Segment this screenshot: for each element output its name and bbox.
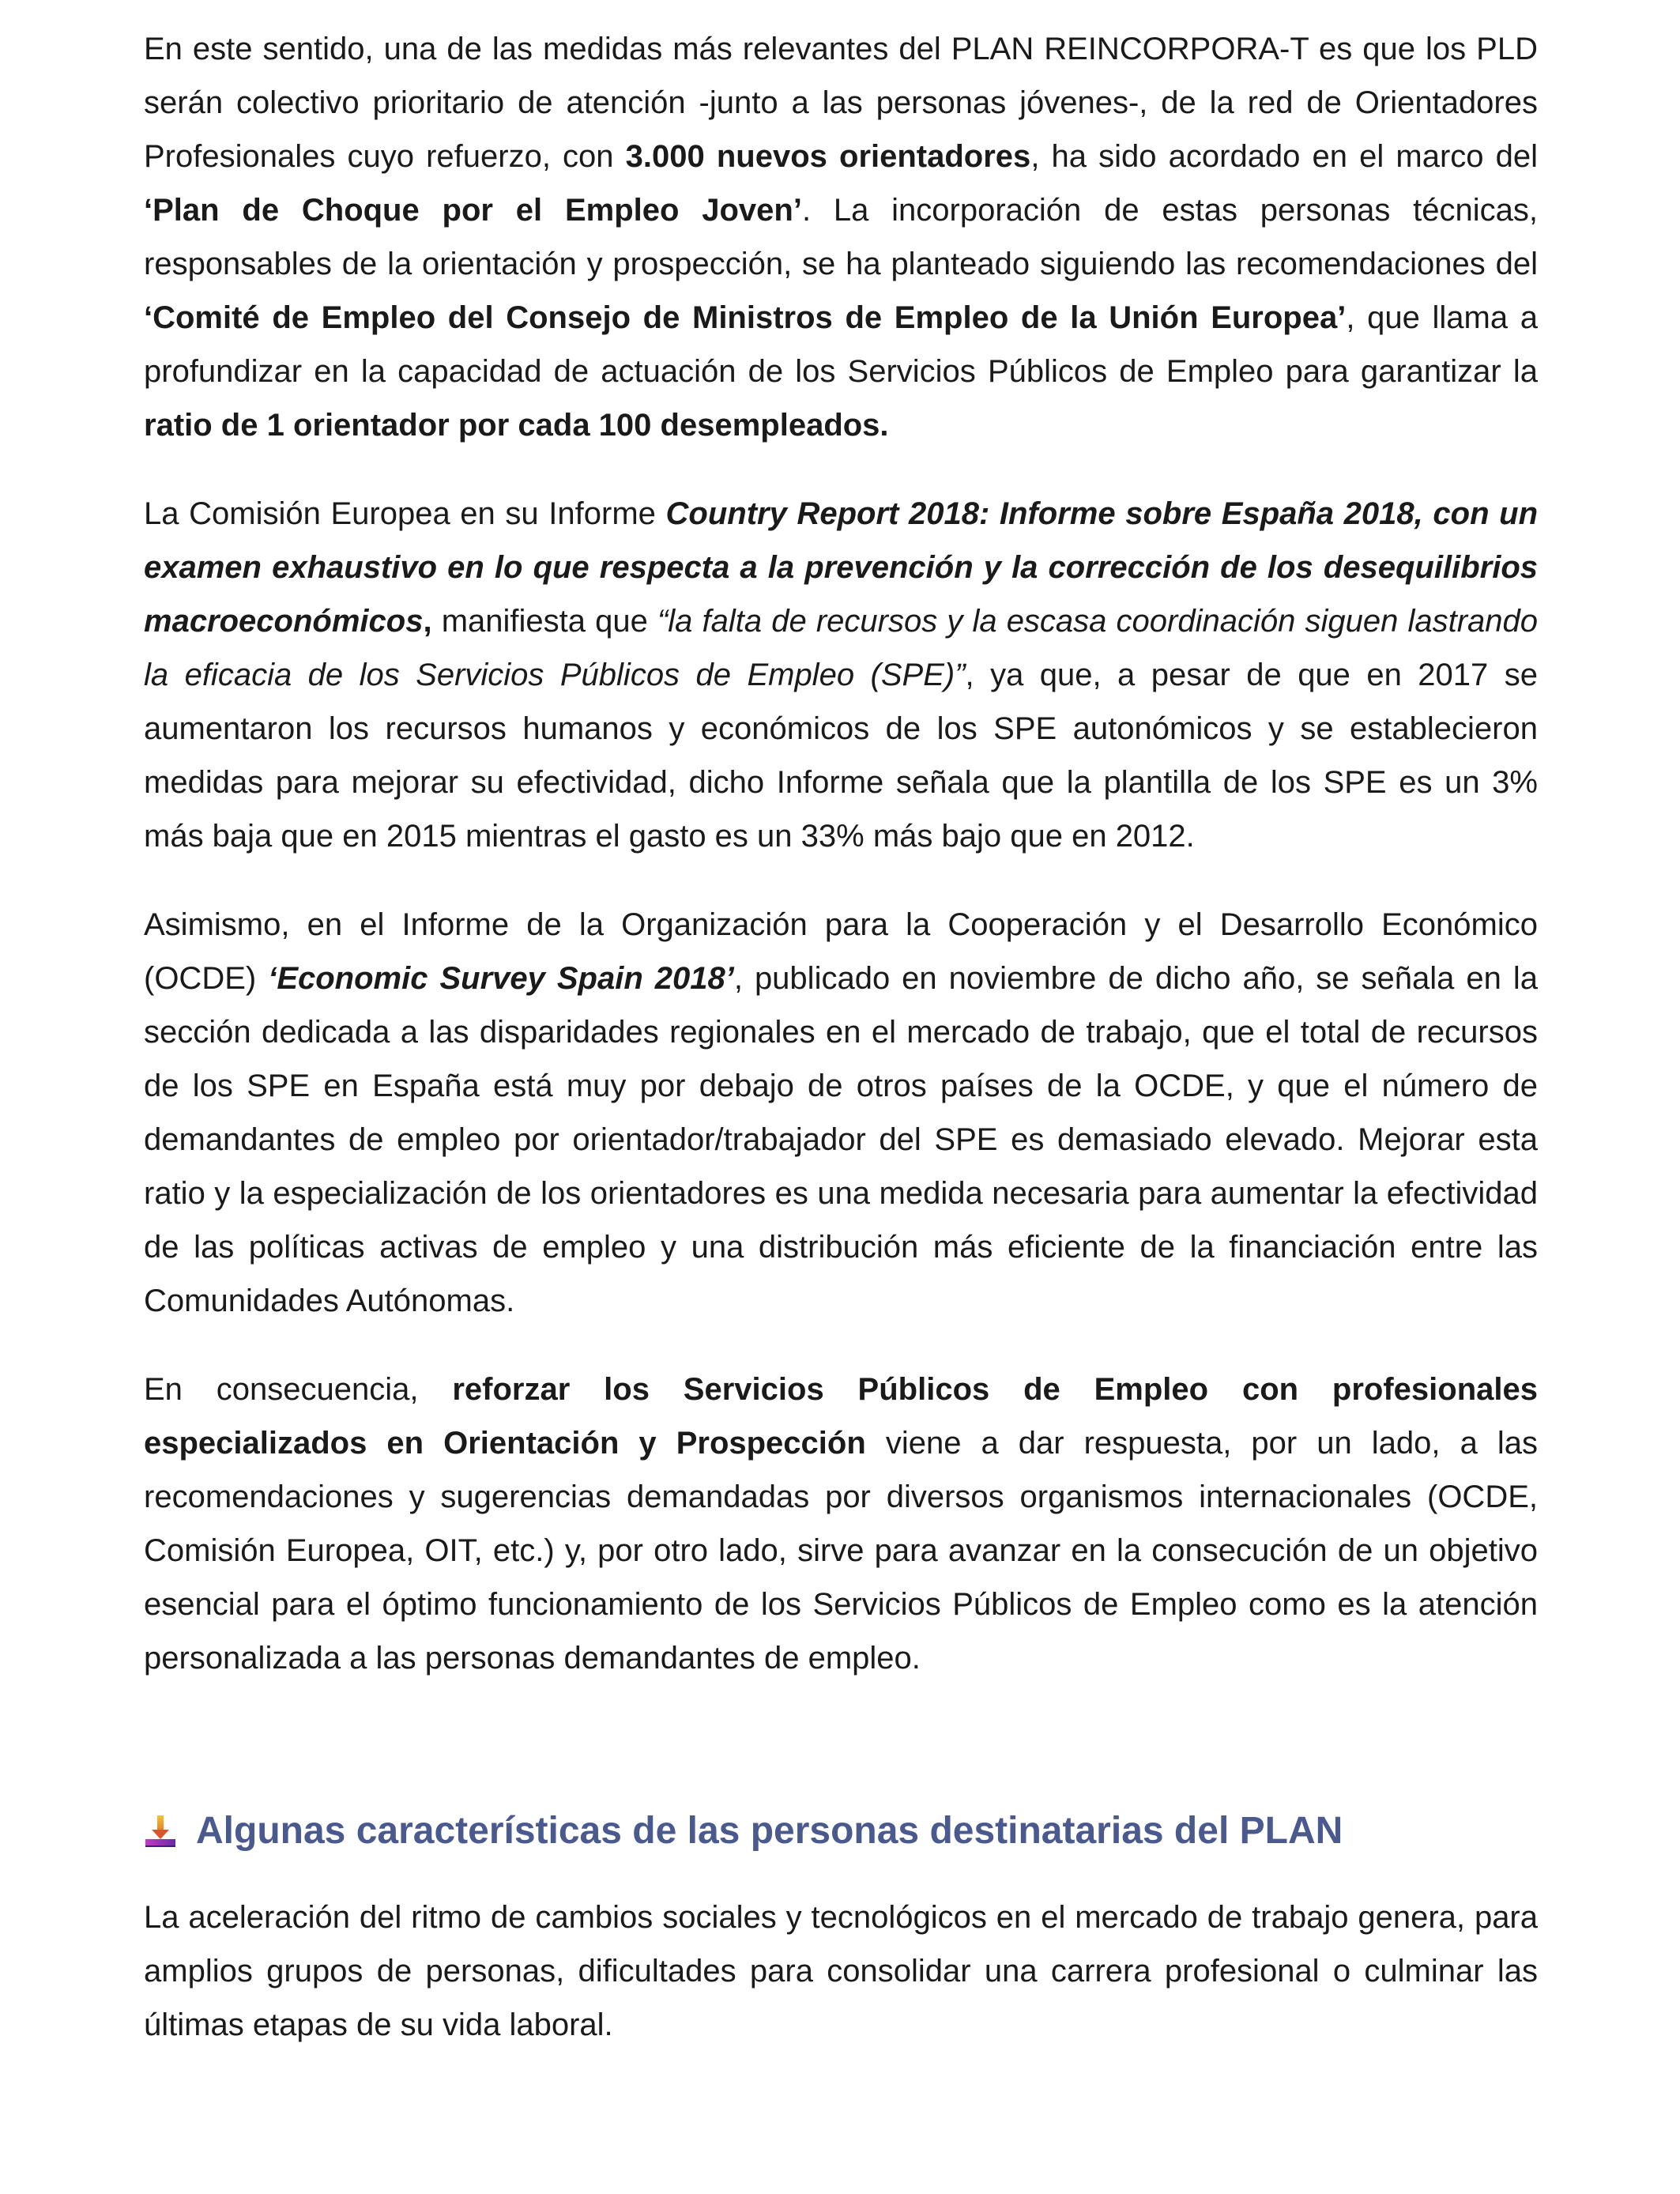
text-run: viene a dar respuesta, por un lado, a las recomendaciones y sugerencias demandadas por diversos organismos internacionales (OCDE, Comisión Europea, OIT, etc.) y, por otro lado, sirve para avanzar en la consecución de un objetivo esencial para el óptimo funcionamiento de los Servicios Públicos de Empleo como es la atención personalizada a las personas demandantes de empleo.: [144, 1426, 1538, 1676]
text-run: En este sentido, una de las medidas más relevantes del PLAN REINCORPORA-T es que los PLD serán colectivo prioritario de atención -junto a las personas jóvenes-, de la red de Orientadores Profesionales cuyo refuerzo, con: [144, 32, 1538, 174]
paragraph-plan-reincorpora: [144, 22, 1538, 452]
bold-reforzar: reforzar los Servicios Públicos de Empleo con profesionales especializados en Orientación y Prospección: [144, 1372, 1539, 1461]
bold-italic-economic-survey: ‘Economic Survey Spain 2018’: [268, 961, 734, 996]
section-heading: [144, 1804, 1538, 1859]
text-run: . La incorporación de estas personas técnicas, responsables de la orientación y prospección, se ha planteado siguiendo las recomendaciones del: [144, 193, 1539, 281]
paragraph-comision-europea: [144, 487, 1538, 863]
document-page: [144, 22, 1538, 2052]
text-run: manifiesta que: [431, 604, 657, 639]
text-run: La aceleración del ritmo de cambios sociales y tecnológicos en el mercado de trabajo genera, para amplios grupos de personas, dificultades para consolidar una carrera profesional o culminar las últimas etapas de su vida laboral.: [144, 1900, 1538, 2042]
bold-comma: ,: [423, 604, 432, 639]
paragraph-aceleracion: [144, 1891, 1538, 2052]
text-run: La Comisión Europea en su Informe: [144, 496, 666, 531]
text-run: Asimismo, en el Informe de la Organización para la Cooperación y el Desarrollo Económico (OCDE): [144, 907, 1538, 996]
paragraph-consecuencia: [144, 1363, 1538, 1685]
text-run: , que llama a profundizar en la capacidad de actuación de los Servicios Públicos de Empleo para garantizar la: [144, 300, 1538, 389]
text-run: , publicado en noviembre de dicho año, se señala en la sección dedicada a las disparidades regionales en el mercado de trabajo, que el total de recursos de los SPE en España está muy por debajo de otros países de la OCDE, y que el número de demandantes de empleo por orientador/trabajador del SPE es demasiado elevado. Mejorar esta ratio y la especialización de los orientadores es una medida necesaria para aumentar la efectividad de las políticas activas de empleo y una distribución más eficiente de la financiación entre las Comunidades Autónomas.: [144, 961, 1538, 1318]
text-run: En consecuencia,: [144, 1372, 453, 1407]
bold-italic-country-report: Country Report 2018: Informe sobre España 2018, con un examen exhaustivo en lo que respecta a la prevención y la corrección de los desequilibrios macroeconómicos: [144, 496, 1538, 639]
paragraph-ocde: [144, 898, 1538, 1328]
text-run: , ya que, a pesar de que en 2017 se aumentaron los recursos humanos y económicos de los SPE autonómicos y se establecieron medidas para mejorar su efectividad, dicho Informe señala que la plantilla de los SPE es un 3% más baja que en 2015 mientras el gasto es un 33% más bajo que en 2012.: [144, 658, 1538, 854]
italic-quote: “la falta de recursos y la escasa coordinación siguen lastrando la eficacia de los Servicios Públicos de Empleo (SPE)”: [144, 604, 1538, 692]
text-run: , ha sido acordado en el marco del: [1030, 139, 1539, 174]
bold-plan-choque: ‘Plan de Choque por el Empleo Joven’: [144, 193, 802, 228]
arrow-bullet-icon: [144, 1814, 179, 1849]
section-heading-text: Algunas características de las personas destinatarias del PLAN: [196, 1810, 1343, 1852]
bold-ratio: ratio de 1 orientador por cada 100 desempleados.: [144, 408, 889, 443]
bold-orientadores: 3.000 nuevos orientadores: [625, 139, 1031, 174]
bold-comite-empleo: ‘Comité de Empleo del Consejo de Ministros de Empleo de la Unión Europea’: [144, 300, 1347, 335]
